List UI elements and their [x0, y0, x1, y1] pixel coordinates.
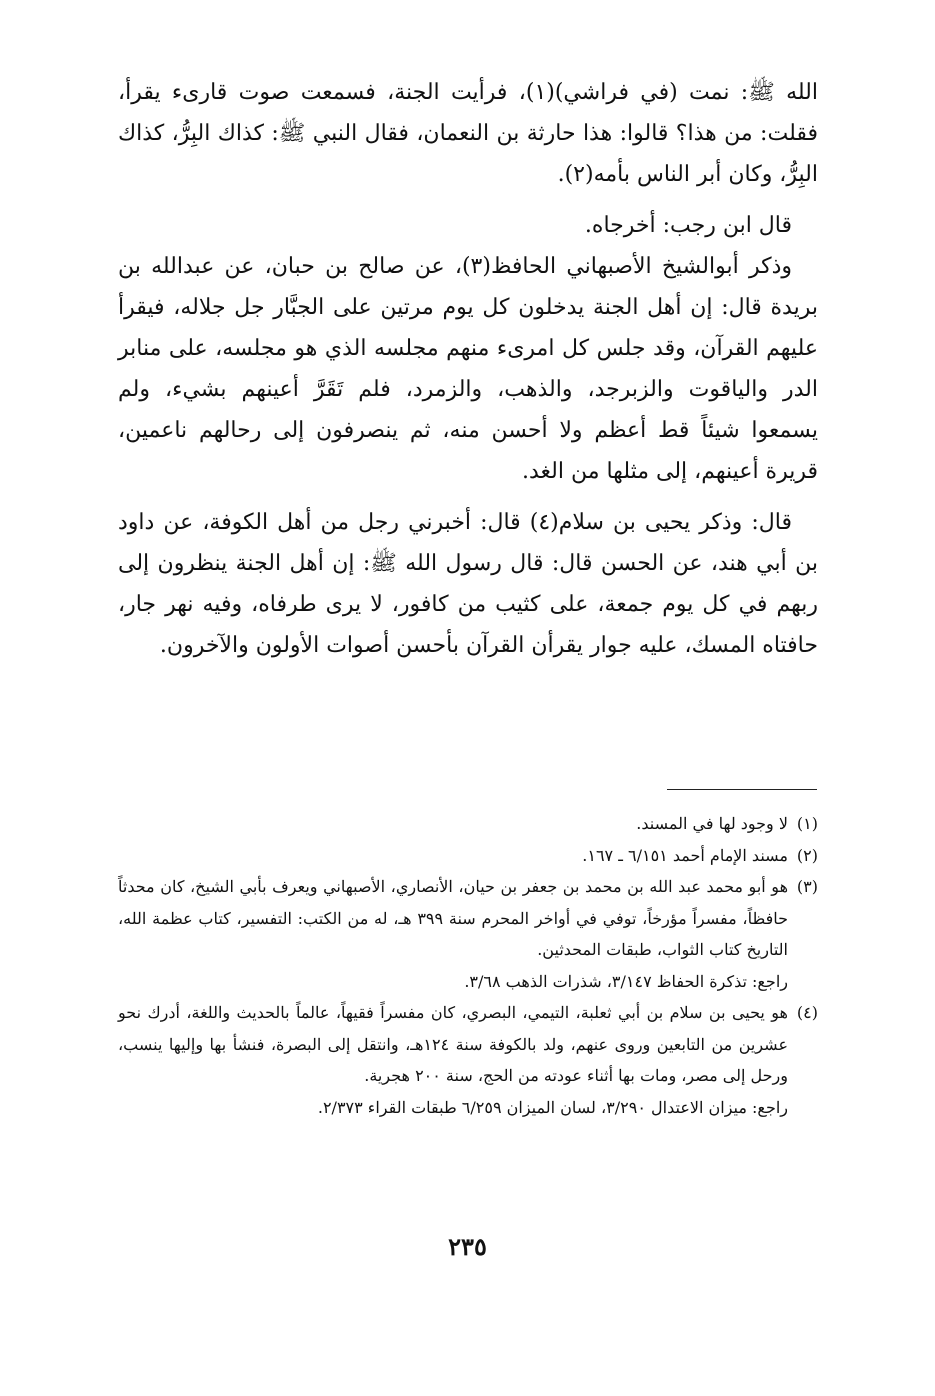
footnote-reference: راجع: ميزان الاعتدال ٣/٢٩٠، لسان الميزان ٦/٢٥٩ طبقات القراء ٢/٣٧٣.: [317, 1097, 788, 1117]
footnote: [118, 997, 818, 1123]
footnote-number: (٣): [796, 877, 818, 896]
footnote-number: (٢): [796, 845, 818, 865]
footnote: [118, 840, 818, 872]
main-text: [118, 72, 818, 666]
footnote-text: لا وجود لها في المسند.: [636, 814, 788, 833]
page-number: ٢٣٥: [448, 1232, 487, 1261]
paragraph: وذكر أبوالشيخ الأصبهاني الحافظ(٣)، عن صالح بن حبان، عن عبدالله بن بريدة قال: إن أهل الجنة يدخلون كل يوم مرتين على الجبَّار جل جلاله، فيقرأ عليهم القرآن، وقد جلس كل امرىء منهم مجلسه الذي هو مجلسه، على منابر الدر والياقوت والزبرجد، والذهب، والزمرد، فلم تَقَرَّ أعينهم بشيء، ولم يسمعوا شيئاً قط أعظم ولا أحسن منه، ثم ينصرفون إلى رحالهم ناعمين، قريرة أعينهم، إلى مثلها من الغد.: [118, 254, 818, 484]
footnote-text: هو يحيى بن سلام بن أبي ثعلبة، التيمي، البصري، كان مفسراً فقيهاً، عالماً بالحديث واللغة، أدرك نحو عشرين من التابعين وروى عنهم، ولد بالكوفة سنة ١٢٤هـ، وانتقل إلى البصرة، فنشأ بها وإليها ينسب، ورحل إلى مصر، ومات بها أثناء عودته من الحج، سنة ٢٠٠ هجرية.: [118, 1003, 789, 1085]
footnote-reference: راجع: تذكرة الحفاظ ٣/١٤٧، شذرات الذهب ٣/٦٨.: [464, 971, 788, 991]
footnote-divider: [667, 789, 817, 790]
footnote-number: (١): [796, 814, 818, 833]
paragraph: الله ﷺ: نمت (في فراشي)(١)، فرأيت الجنة، فسمعت صوت قارىء يقرأ، فقلت: من هذا؟ قالوا: هذا حارثة بن النعمان، فقال النبي ﷺ: كذاك البِرُّ، كذاك البِرُّ، وكان أبر الناس بأمه(٢).: [118, 80, 818, 187]
footnote-text: مسند الإمام أحمد ٦/١٥١ ـ ١٦٧.: [582, 845, 788, 865]
footnote-text: هو أبو محمد عبد الله بن محمد بن جعفر بن حيان، الأنصاري، الأصبهاني ويعرف بأبي الشيخ، كان محدثاً حافظاً، مفسراً مؤرخاً، توفي في أواخر المحرم سنة ٣٩٩ هـ، له من الكتب: التفسير، كتاب عظمة الله، التاريخ كتاب الثواب، طبقات المحدثين.: [118, 877, 788, 959]
footnote: [118, 808, 818, 840]
paragraph: قال ابن رجب: أخرجاه.: [584, 213, 792, 238]
paragraph: قال: وذكر يحيى بن سلام(٤) قال: أخبرني رجل من أهل الكوفة، عن داود بن أبي هند، عن الحسن قال: قال رسول الله ﷺ: إن أهل الجنة ينظرون إلى ربهم في كل يوم جمعة، على كثيب من كافور، لا يرى طرفاه، وفيه نهر جار، حافتاه المسك، عليه جوار يقرأن القرآن بأحسن أصوات الأولون والآخرون.: [118, 510, 818, 658]
footnotes: [118, 808, 818, 1123]
footnote: [118, 871, 818, 997]
footnote-number: (٤): [796, 1003, 818, 1022]
